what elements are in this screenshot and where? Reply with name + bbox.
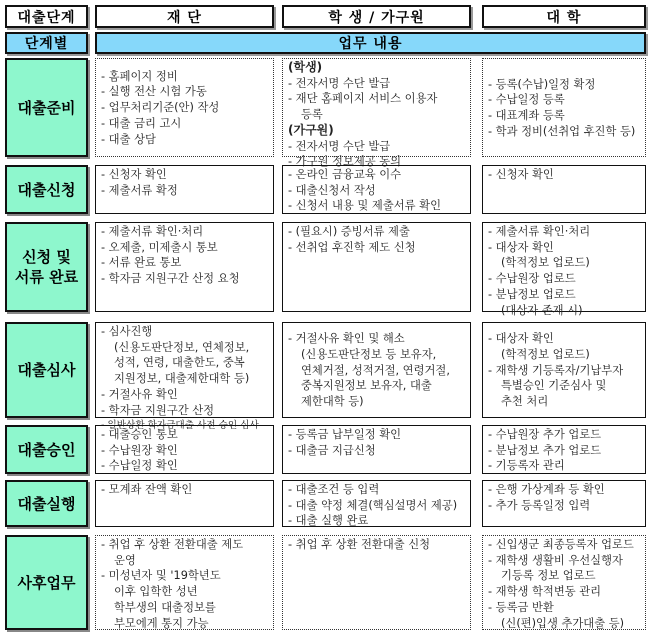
stage-label-line: 대출준비	[17, 98, 76, 117]
task-item: - 대출금 지급신청	[288, 443, 376, 457]
task-item: - 수납원장 추가 업로드	[488, 428, 602, 441]
task-item: - 학자금 지원구간 산정	[101, 403, 215, 417]
task-item: - 대출 금리 고시	[101, 116, 182, 130]
task-item: - 신입생군 최종등록자 업로드	[488, 538, 634, 551]
student-task-cell	[282, 425, 471, 474]
task-item: 학부생의 대출정보를	[114, 600, 216, 614]
task-item: - 신청서 내용 및 제출서류 확인	[288, 199, 441, 213]
task-item: - 수납일정 등록	[488, 93, 565, 107]
task-item: - 일반상환 학자금대출 사전 승인 심사	[101, 420, 259, 432]
task-item: - 대출신청서 작성	[288, 183, 376, 197]
header-university: 대 학	[482, 5, 646, 28]
foundation-task-cell	[95, 535, 274, 630]
header-stage: 대출단계	[5, 5, 88, 28]
foundation-task-cell	[95, 322, 274, 432]
foundation-task-cell	[95, 58, 274, 157]
task-item: 연체거절, 성적거절, 연령거절,	[301, 363, 450, 377]
student-task-cell	[282, 165, 471, 214]
stage-label-line: 서류 완료	[14, 268, 79, 286]
task-item: 성적, 연령, 대출한도, 중복	[114, 356, 245, 370]
task-item: - 재학생 기등록자/기납부자	[488, 363, 624, 377]
university-task-cell	[482, 425, 646, 474]
header-student: 학 생 / 가구원	[282, 5, 471, 28]
task-item: 중복지원정보 보유자, 대출	[301, 379, 432, 393]
task-item: - 거절사유 확인	[101, 387, 178, 401]
header-foundation: 재 단	[95, 5, 274, 28]
task-item: - 신청자 확인	[488, 168, 554, 181]
university-task-cell	[482, 222, 646, 317]
task-item: 제한대학 등)	[301, 395, 364, 409]
group-heading: (가구원)	[288, 122, 334, 137]
task-item: 기등록 정보 업로드	[501, 569, 596, 583]
task-item: - 선취업 후진학 제도 신청	[288, 240, 416, 254]
student-task-cell	[282, 322, 471, 418]
subheader-label: 단계별	[5, 32, 88, 54]
stage-label	[5, 165, 88, 214]
student-task-cell	[282, 480, 471, 527]
task-item: - 전자서명 수단 발급	[288, 76, 391, 90]
task-item: (신용도판단정보 등 보유자,	[301, 347, 437, 361]
stage-label-line: 대출실행	[17, 494, 76, 513]
stage-label-line: 대출심사	[17, 361, 76, 379]
task-item: - 온라인 금융교육 이수	[288, 168, 402, 181]
university-task-cell	[482, 165, 646, 214]
stage-label-line: 대출신청	[17, 180, 76, 199]
task-item: - 신청자 확인	[101, 168, 167, 181]
stage-label-line: 사후업무	[17, 573, 76, 592]
task-item: (신(편)입생 추가대출 등)	[501, 616, 625, 630]
task-item: - 대출승인 통보	[101, 428, 178, 441]
task-item: - 심사진행	[101, 325, 153, 338]
task-item: - 취업 후 상환 전환대출 제도	[101, 538, 244, 551]
university-task-cell	[482, 58, 646, 157]
task-item: - 대표계좌 등록	[488, 109, 565, 122]
stage-label	[5, 480, 88, 527]
task-item: - 취업 후 상환 전환대출 신청	[288, 538, 431, 551]
task-item: - 제출서류 확정	[101, 183, 178, 197]
task-item: - 제출서류 확인·처리	[101, 225, 204, 238]
task-item: - 실행 전산 시험 가동	[101, 85, 207, 99]
stage-label	[5, 58, 88, 157]
task-item: - 대출 약정 체결(핵심설명서 제공)	[288, 498, 458, 512]
task-item: 추천 처리	[501, 395, 549, 409]
task-item: - 업무처리기준(안) 작성	[101, 101, 220, 115]
student-task-cell	[282, 535, 471, 630]
stage-label-line: 신청 및	[22, 248, 71, 266]
foundation-task-cell	[95, 165, 274, 214]
task-item: - 재학생 생활비 우선실행자	[488, 553, 623, 567]
task-item: - 대출 상담	[101, 132, 156, 146]
task-item: 운영	[114, 553, 136, 567]
task-item: - 등록금 납부일정 확인	[288, 428, 402, 441]
task-item: - 기등록자 관리	[488, 459, 565, 473]
task-item: - 대상자 확인	[488, 332, 554, 346]
task-item: - 전자서명 수단 발급	[288, 139, 391, 153]
task-item: - 분납정보 업로드	[488, 287, 576, 301]
stage-label-line: 대출승인	[17, 440, 76, 459]
task-item: - 등록(수납)일정 확정	[488, 77, 596, 91]
task-item: - 재단 홈페이지 서비스 이용자	[288, 92, 438, 106]
task-item: - 홈페이지 정비	[101, 69, 178, 83]
task-item: 부모에게 통지 가능	[114, 616, 209, 630]
task-item: - 등록금 반환	[488, 600, 554, 614]
university-task-cell	[482, 535, 646, 630]
task-item: - 재학생 학적변동 관리	[488, 585, 602, 599]
stage-label	[5, 425, 88, 474]
task-item: - 학과 정비(선취업 후진학 등)	[488, 124, 636, 138]
student-task-cell	[282, 222, 471, 312]
subheader-content: 업무 내용	[95, 32, 646, 54]
task-item: - 학자금 지원구간 산정 요청	[101, 272, 240, 286]
task-item: - 오제출, 미제출시 통보	[101, 240, 218, 254]
task-item: - 분납정보 추가 업로드	[488, 443, 602, 457]
task-item: - 추가 등록일정 입력	[488, 498, 591, 512]
task-item: - 은행 가상계좌 등 확인	[488, 483, 605, 496]
task-item: - 제출서류 확인·처리	[488, 225, 591, 238]
task-item: - 수납원장 업로드	[488, 272, 576, 286]
task-item: - 모계좌 잔액 확인	[101, 483, 193, 496]
foundation-task-cell	[95, 480, 274, 527]
task-item: (대상자 존재 시)	[501, 303, 583, 317]
task-item: - 대상자 확인	[488, 240, 554, 254]
foundation-task-cell	[95, 222, 274, 312]
task-item: (학적정보 업로드)	[501, 256, 590, 270]
group-heading: (학생)	[288, 60, 323, 74]
task-item: - 수납원장 확인	[101, 443, 178, 457]
university-task-cell	[482, 480, 646, 527]
stage-label	[5, 222, 88, 312]
task-item: 이후 입학한 성년	[114, 585, 198, 599]
foundation-task-cell	[95, 425, 274, 474]
task-item: - 수납일정 확인	[101, 459, 178, 473]
task-item: - 대출 실행 완료	[288, 514, 369, 528]
stage-label	[5, 535, 88, 630]
task-item: - 미성년자 및 '19학년도	[101, 569, 221, 583]
task-item: (신용도판단정보, 연체정보,	[114, 340, 250, 354]
task-item: 등록	[301, 108, 323, 122]
task-item: 특별승인 기준심사 및	[501, 379, 607, 393]
task-item: - 가구원 정보제공 동의	[288, 155, 402, 169]
university-task-cell	[482, 322, 646, 418]
task-item: - (필요시) 증빙서류 제출	[288, 225, 410, 238]
task-item: - 서류 완료 통보	[101, 256, 182, 270]
task-item: (학적정보 업로드)	[501, 347, 590, 361]
task-item: - 대출조건 등 입력	[288, 483, 380, 496]
task-item: 지원정보, 대출제한대학 등)	[114, 372, 250, 386]
student-task-cell	[282, 58, 471, 169]
stage-label	[5, 322, 88, 418]
task-item: - 거절사유 확인 및 해소	[288, 332, 405, 346]
